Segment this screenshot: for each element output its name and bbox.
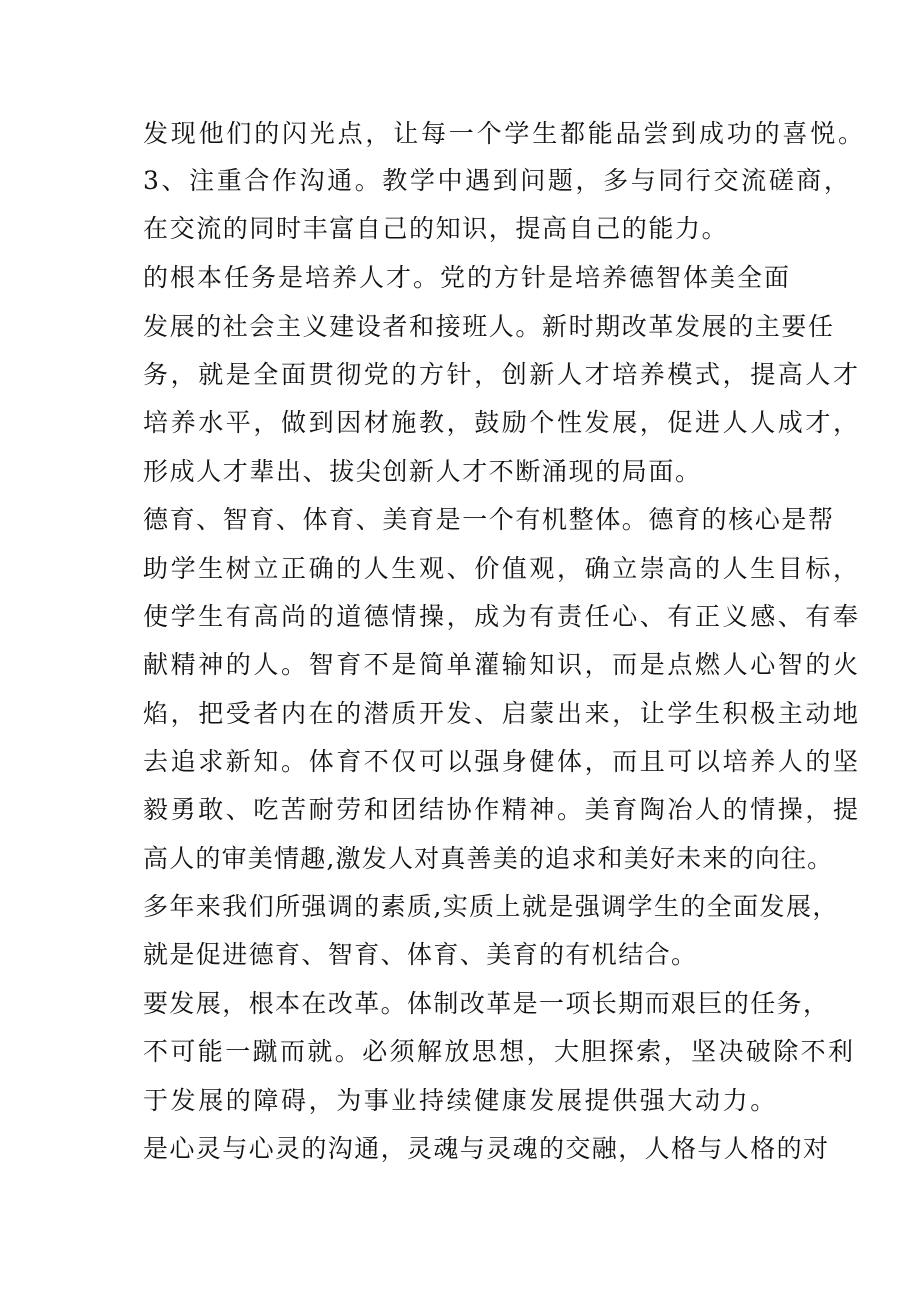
- text-line: 是心灵与心灵的沟通，灵魂与灵魂的交融，人格与人格的对: [143, 1134, 830, 1163]
- text-line: 高人的审美情趣,激发人对真善美的追求和美好未来的向往。: [143, 844, 834, 873]
- text-line: 形成人才辈出、拔尖创新人才不断涌现的局面。: [143, 457, 702, 486]
- text-line: 助学生树立正确的人生观、价值观，确立崇高的人生目标，: [143, 554, 861, 583]
- text-line: 在交流的同时丰富自己的知识，提高自己的能力。: [143, 214, 729, 243]
- text-line: 使学生有高尚的道德情操，成为有责任心、有正义感、有奉: [143, 602, 861, 631]
- text-line: 的根本任务是培养人才。党的方针是培养德智体美全面: [143, 263, 792, 292]
- text-line: 要发展，根本在改革。体制改革是一项长期而艰巨的任务，: [143, 989, 830, 1018]
- text-line: 3、注重合作沟通。教学中遇到问题，多与同行交流磋商，: [143, 166, 852, 195]
- text-line: 发展的社会主义建设者和接班人。新时期改革发展的主要任: [143, 312, 835, 341]
- text-line: 务，就是全面贯彻党的方针，创新人才培养模式，提高人才: [143, 360, 861, 389]
- text-line: 德育、智育、体育、美育是一个有机整体。德育的核心是帮: [143, 505, 835, 534]
- text-line: 不可能一蹴而就。必须解放思想，大胆探索，坚决破除不利: [143, 1037, 856, 1066]
- text-line: 发现他们的闪光点，让每一个学生都能品尝到成功的喜悦。: [143, 119, 866, 148]
- text-line: 多年来我们所强调的素质,实质上就是强调学生的全面发展，: [143, 892, 839, 921]
- text-line: 于发展的障碍，为事业持续健康发展提供强大动力。: [143, 1086, 778, 1115]
- text-line: 献精神的人。智育不是简单灌输知识，而是点燃人心智的火: [143, 650, 861, 679]
- text-line: 去追求新知。体育不仅可以强身健体，而且可以培养人的坚: [143, 747, 861, 776]
- text-line: 就是促进德育、智育、体育、美育的有机结合。: [143, 940, 698, 969]
- text-line: 毅勇敢、吃苦耐劳和团结协作精神。美育陶冶人的情操，提: [143, 795, 861, 824]
- text-line: 焰，把受者内在的潜质开发、启蒙出来，让学生积极主动地: [143, 699, 861, 728]
- text-line: 培养水平，做到因材施教，鼓励个性发展，促进人人成才，: [143, 408, 861, 437]
